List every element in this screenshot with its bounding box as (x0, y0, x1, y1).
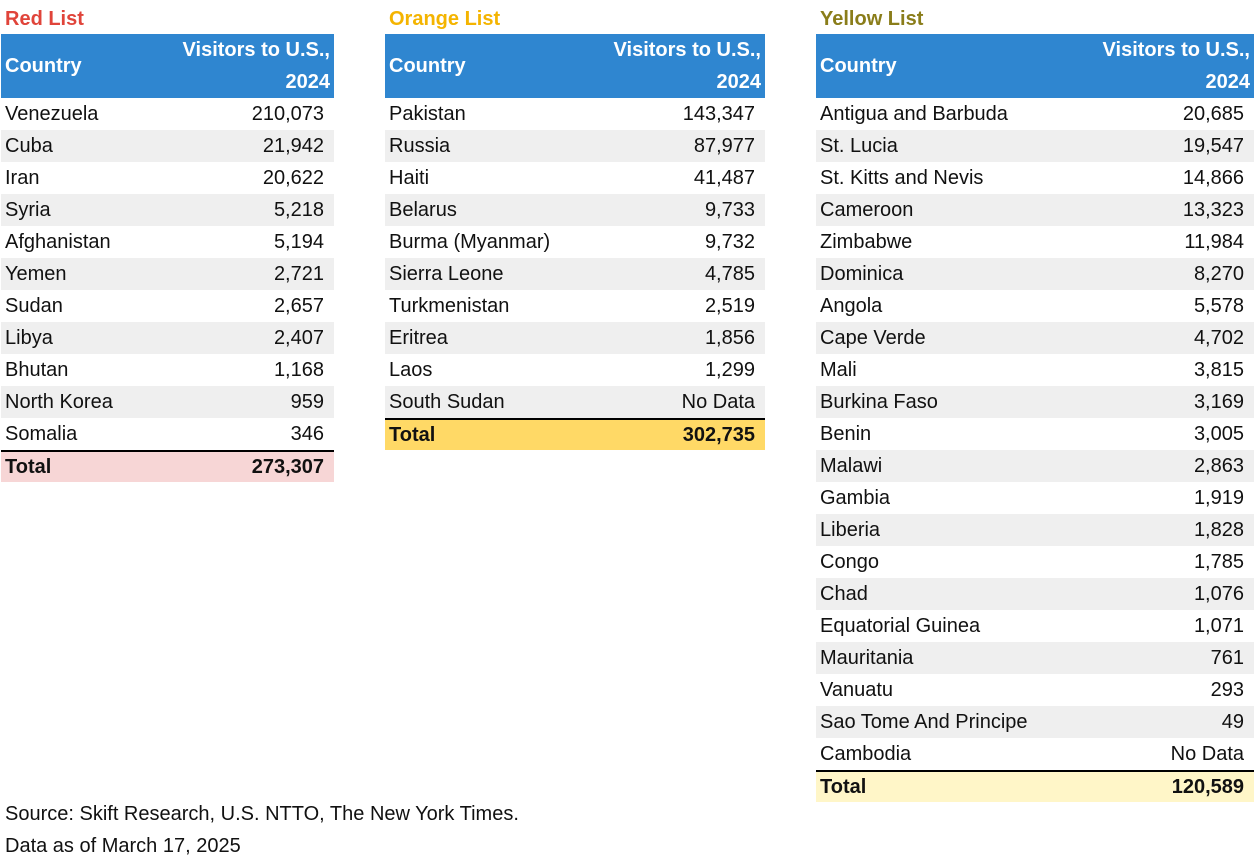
table-header (816, 34, 1254, 98)
country-cell: Zimbabwe (820, 230, 913, 253)
visitors-column-header (614, 34, 765, 98)
total-label: Total (389, 423, 436, 446)
visitors-cell: 2,657 (273, 294, 324, 317)
country-cell: Iran (5, 166, 40, 189)
table-row (816, 546, 1254, 578)
table-row (1, 322, 334, 354)
yellow-list-table (816, 4, 1254, 802)
country-cell: Belarus (389, 198, 457, 221)
visitors-cell: 21,942 (262, 134, 324, 157)
country-cell: Mauritania (820, 646, 914, 669)
visitors-cell: 959 (290, 390, 324, 413)
visitors-header-line-2: 2024 (1205, 71, 1250, 93)
table-row (816, 610, 1254, 642)
country-cell: Equatorial Guinea (820, 614, 981, 637)
total-value: 273,307 (251, 455, 324, 478)
visitors-header-line-2: 2024 (285, 71, 330, 93)
visitors-header-line-1: Visitors to U.S., (182, 39, 330, 61)
visitors-cell: 41,487 (693, 166, 755, 189)
table-row (1, 354, 334, 386)
country-cell: Malawi (820, 454, 883, 477)
country-cell: Russia (389, 134, 451, 157)
country-cell: Liberia (820, 518, 881, 541)
country-cell: Cape Verde (820, 326, 926, 349)
table-row (385, 162, 765, 194)
total-label: Total (5, 455, 52, 478)
visitors-header-line-1: Visitors to U.S., (1102, 39, 1250, 61)
visitors-cell: 1,076 (1193, 582, 1244, 605)
country-cell: Bhutan (5, 358, 69, 381)
visitors-cell: 1,071 (1193, 614, 1244, 637)
total-value: 302,735 (682, 423, 755, 446)
table-row (816, 130, 1254, 162)
table-row (1, 130, 334, 162)
visitors-cell: 2,863 (1193, 454, 1244, 477)
table-row (1, 98, 334, 130)
country-column-header: Country (820, 54, 897, 77)
table-row (816, 162, 1254, 194)
country-cell: Eritrea (389, 326, 448, 349)
table-header (385, 34, 765, 98)
country-cell: Gambia (820, 486, 891, 509)
table-row (816, 642, 1254, 674)
country-cell: North Korea (5, 390, 113, 413)
table-row (1, 226, 334, 258)
country-cell: Venezuela (5, 102, 99, 125)
visitors-cell: 13,323 (1182, 198, 1244, 221)
country-cell: Haiti (389, 166, 430, 189)
country-cell: Yemen (5, 262, 67, 285)
table-row (1, 290, 334, 322)
red-list-title: Red List (5, 8, 84, 30)
country-cell: St. Lucia (820, 134, 898, 157)
visitors-header-line-2: 2024 (716, 71, 761, 93)
visitors-cell: 3,815 (1193, 358, 1244, 381)
table-row (385, 354, 765, 386)
visitors-cell: 2,721 (273, 262, 324, 285)
table-row (385, 290, 765, 322)
table-row (385, 194, 765, 226)
visitors-cell: 3,005 (1193, 422, 1244, 445)
visitors-cell: 14,866 (1182, 166, 1244, 189)
table-header (1, 34, 334, 98)
table-row (1, 162, 334, 194)
total-value: 120,589 (1171, 775, 1244, 798)
table-row (816, 514, 1254, 546)
total-label: Total (820, 775, 867, 798)
table-row (1, 258, 334, 290)
country-cell: Congo (820, 550, 879, 573)
country-cell: Turkmenistan (389, 294, 510, 317)
date-note: Data as of March 17, 2025 (5, 835, 241, 857)
table-row (816, 258, 1254, 290)
country-cell: Burma (Myanmar) (389, 230, 551, 253)
country-cell: Burkina Faso (820, 390, 938, 413)
country-cell: Benin (820, 422, 872, 445)
country-cell: Dominica (820, 262, 904, 285)
country-cell: Vanuatu (820, 678, 894, 701)
visitors-cell: 2,519 (704, 294, 755, 317)
table-row (816, 738, 1254, 770)
table-row (385, 98, 765, 130)
visitors-column-header (1103, 34, 1254, 98)
visitors-cell: 4,785 (704, 262, 755, 285)
country-cell: Sierra Leone (389, 262, 504, 285)
table-row (816, 290, 1254, 322)
red-list-table (1, 4, 334, 482)
visitors-cell: 20,685 (1182, 102, 1244, 125)
visitors-cell: 4,702 (1193, 326, 1244, 349)
country-cell: Chad (820, 582, 868, 605)
visitors-cell: 1,828 (1193, 518, 1244, 541)
country-cell: Pakistan (389, 102, 466, 125)
visitors-cell: 9,732 (704, 230, 755, 253)
visitors-cell: 8,270 (1193, 262, 1244, 285)
visitors-cell: 761 (1210, 646, 1244, 669)
country-cell: Syria (5, 198, 51, 221)
visitors-cell: 1,299 (704, 358, 755, 381)
country-cell: St. Kitts and Nevis (820, 166, 984, 189)
table-row (1, 418, 334, 450)
country-cell: Antigua and Barbuda (820, 102, 1008, 125)
visitors-column-header (183, 34, 334, 98)
table-row (816, 98, 1254, 130)
visitors-cell: 1,168 (273, 358, 324, 381)
source-note: Source: Skift Research, U.S. NTTO, The New York Times. (5, 803, 519, 825)
table-row (816, 194, 1254, 226)
visitors-cell: 19,547 (1182, 134, 1244, 157)
visitors-cell: No Data (1170, 742, 1244, 765)
country-cell: Somalia (5, 422, 78, 445)
table-row (816, 322, 1254, 354)
table-row (816, 386, 1254, 418)
total-row (1, 450, 334, 482)
visitors-cell: 9,733 (704, 198, 755, 221)
visitors-cell: 143,347 (682, 102, 755, 125)
country-cell: Angola (820, 294, 883, 317)
country-cell: Sao Tome And Principe (820, 710, 1028, 733)
country-cell: Cuba (5, 134, 53, 157)
visitors-cell: 1,919 (1193, 486, 1244, 509)
visitors-cell: 293 (1210, 678, 1244, 701)
table-row (816, 578, 1254, 610)
country-column-header: Country (389, 54, 466, 77)
country-cell: Libya (5, 326, 53, 349)
orange-list-title: Orange List (389, 8, 501, 30)
table-row (385, 226, 765, 258)
visitors-cell: 5,218 (273, 198, 324, 221)
country-cell: Sudan (5, 294, 63, 317)
visitors-cell: 5,578 (1193, 294, 1244, 317)
table-row (816, 226, 1254, 258)
table-row (816, 354, 1254, 386)
country-cell: Cameroon (820, 198, 914, 221)
visitors-cell: 87,977 (693, 134, 755, 157)
visitors-cell: 210,073 (251, 102, 324, 125)
country-cell: Afghanistan (5, 230, 111, 253)
table-row (385, 322, 765, 354)
visitors-cell: 3,169 (1193, 390, 1244, 413)
total-row (385, 418, 765, 450)
visitors-cell: No Data (681, 390, 755, 413)
country-cell: South Sudan (389, 390, 505, 413)
table-row (816, 450, 1254, 482)
country-column-header: Country (5, 54, 82, 77)
table-row (385, 258, 765, 290)
visitors-cell: 11,984 (1184, 230, 1244, 253)
yellow-list-title: Yellow List (820, 8, 924, 30)
country-cell: Laos (389, 358, 433, 381)
country-cell: Cambodia (820, 742, 912, 765)
table-row (816, 706, 1254, 738)
table-row (385, 130, 765, 162)
table-row (816, 482, 1254, 514)
visitors-cell: 20,622 (262, 166, 324, 189)
table-row (816, 674, 1254, 706)
table-row (385, 386, 765, 418)
table-row (1, 194, 334, 226)
visitors-cell: 5,194 (273, 230, 324, 253)
visitors-cell: 346 (290, 422, 324, 445)
visitors-cell: 2,407 (273, 326, 324, 349)
visitors-cell: 1,785 (1193, 550, 1244, 573)
orange-list-table (385, 4, 765, 450)
table-row (816, 418, 1254, 450)
table-row (1, 386, 334, 418)
total-row (816, 770, 1254, 802)
visitors-cell: 49 (1221, 710, 1244, 733)
country-cell: Mali (820, 358, 857, 381)
visitors-cell: 1,856 (704, 326, 755, 349)
visitors-header-line-1: Visitors to U.S., (613, 39, 761, 61)
